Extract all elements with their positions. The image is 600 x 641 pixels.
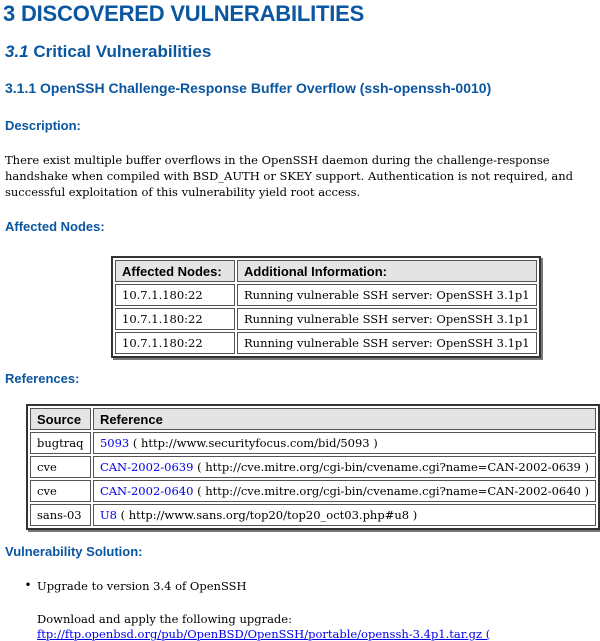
info-cell: Running vulnerable SSH server: OpenSSH 3.1p1 [237,284,537,306]
source-cell: cve [30,456,91,478]
node-cell: 10.7.1.180:22 [115,284,235,306]
info-cell: Running vulnerable SSH server: OpenSSH 3.1p1 [237,308,537,330]
table-row [30,456,596,478]
reference-url: ( http://www.securityfocus.com/bid/5093 ) [129,436,378,450]
reference-cell [93,504,596,526]
reference-link[interactable]: U8 [99,508,117,522]
references-table [26,404,600,530]
table-row [115,308,537,330]
affected-nodes-table [111,256,541,358]
solution-heading: Vulnerability Solution: [5,544,143,559]
reference-url: ( http://cve.mitre.org/cgi-bin/cvename.cgi?name=CAN-2002-0639 ) [193,460,589,474]
node-cell: 10.7.1.180:22 [115,308,235,330]
subsection-title [5,42,211,62]
description-heading: Description: [5,118,81,133]
reference-cell [93,480,596,502]
column-header: Affected Nodes: [115,260,235,282]
table-row [30,480,596,502]
source-cell: cve [30,480,91,502]
subsection-label: Critical Vulnerabilities [33,42,212,61]
table-header-row [30,408,596,430]
table-row [115,332,537,354]
table-row [30,432,596,454]
description-text: There exist multiple buffer overflows in the OpenSSH daemon during the challenge-response handshake when compiled with BSD_AUTH or SKEY support. Authentication is not required, and successful exploitation of this vulnerability yield root access. [5,153,574,199]
reference-link[interactable]: 5093 [99,436,130,450]
node-cell: 10.7.1.180:22 [115,332,235,354]
download-text: Download and apply the following upgrade: [37,612,292,626]
vulnerability-title: 3.1.1 OpenSSH Challenge-Response Buffer Overflow (ssh-openssh-0010) [5,80,492,96]
reference-link[interactable]: CAN-2002-0639 [99,460,194,474]
info-cell: Running vulnerable SSH server: OpenSSH 3.1p1 [237,332,537,354]
column-header: Source [30,408,91,430]
subsection-number: 3.1 [5,42,29,61]
bullet-icon: • [24,578,32,592]
download-link[interactable]: ftp://ftp.openbsd.org/pub/OpenBSD/OpenSSH/portable/openssh-3.4p1.tar.gz ( [37,627,491,641]
column-header: Reference [93,408,596,430]
table-header-row [115,260,537,282]
reference-cell [93,432,596,454]
reference-link[interactable]: CAN-2002-0640 [99,484,194,498]
affected-nodes-heading: Affected Nodes: [5,219,105,234]
references-heading: References: [5,371,80,386]
table-row [115,284,537,306]
source-cell: bugtraq [30,432,91,454]
table-row [30,504,596,526]
reference-url: ( http://www.sans.org/top20/top20_oct03.php#u8 ) [116,508,418,522]
column-header: Additional Information: [237,260,537,282]
source-cell: sans-03 [30,504,91,526]
reference-url: ( http://cve.mitre.org/cgi-bin/cvename.cgi?name=CAN-2002-0640 ) [193,484,589,498]
reference-cell [93,456,596,478]
section-title: 3 DISCOVERED VULNERABILITIES [3,1,365,26]
solution-item: Upgrade to version 3.4 of OpenSSH [37,579,247,593]
